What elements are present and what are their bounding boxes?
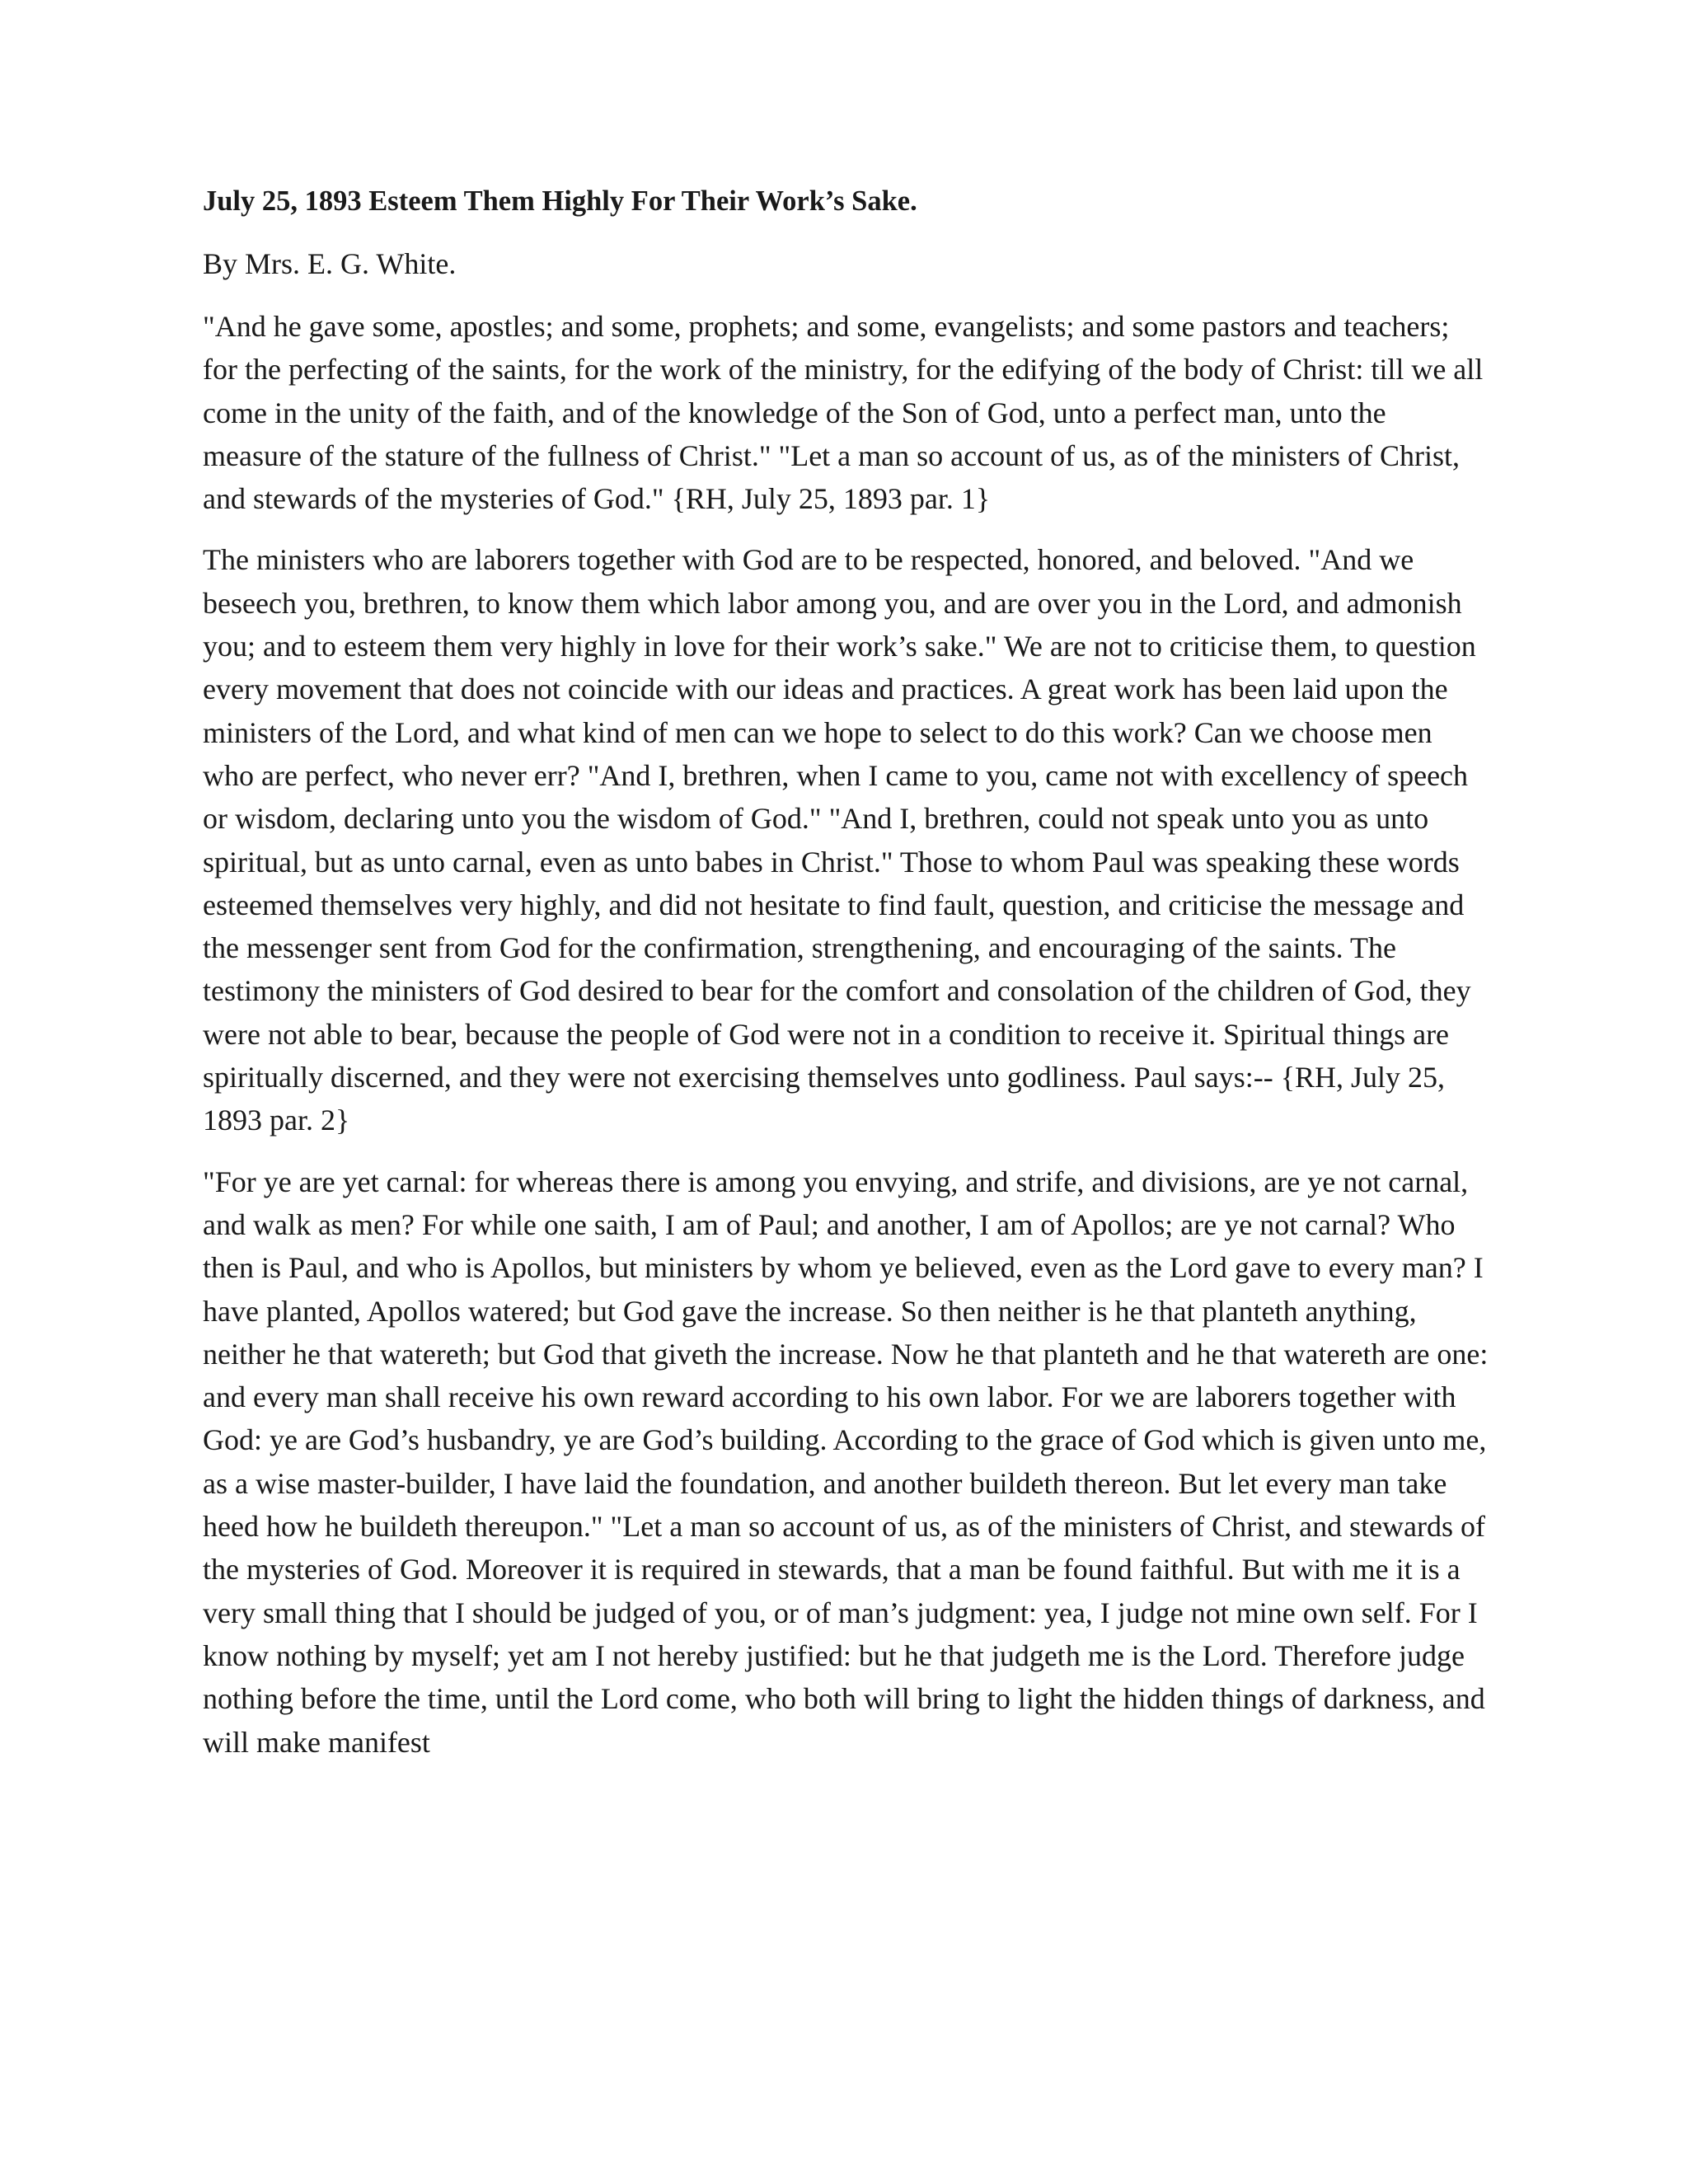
- paragraph-2: The ministers who are laborers together with God are to be respected, honored, and beloved. "And we beseech you, brethren, to know them which labor among you, and are over you in the Lord, and admonish you; and to esteem them very highly in love for their work’s sake." We are not to criticise them, to question every movement that does not coincide with our ideas and practices. A great work has been laid upon the ministers of the Lord, and what kind of men can we hope to select to do this work? Can we choose men who are perfect, who never err? "And I, brethren, when I came to you, came not with excellency of speech or wisdom, declaring unto you the wisdom of God." "And I, brethren, could not speak unto you as unto spiritual, but as unto carnal, even as unto babes in Christ." Those to whom Paul was speaking these words esteemed themselves very highly, and did not hesitate to find fault, question, and criticise the message and the messenger sent from God for the confirmation, strengthening, and encouraging of the saints. The testimony the ministers of God desired to bear for the comfort and consolation of the children of God, they were not able to bear, because the people of God were not in a condition to receive it. Spiritual things are spiritually discerned, and they were not exercising themselves unto godliness. Paul says:-- {RH, July 25, 1893 par. 2}: [203, 543, 1476, 1137]
- document-page: [203, 180, 1489, 1782]
- document-title: July 25, 1893 Esteem Them Highly For Their Work’s Sake.: [203, 185, 917, 217]
- paragraph-3: "For ye are yet carnal: for whereas there is among you envying, and strife, and divisions, are ye not carnal, and walk as men? For while one saith, I am of Paul; and another, I am of Apollos; are ye not carnal? Who then is Paul, and who is Apollos, but ministers by whom ye believed, even as the Lord gave to every man? I have planted, Apollos watered; but God gave the increase. So then neither is he that planteth anything, neither he that watereth; but God that giveth the increase. Now he that planteth and he that watereth are one: and every man shall receive his own reward according to his own labor. For we are laborers together with God: ye are God’s husbandry, ye are God’s building. According to the grace of God which is given unto me, as a wise master-builder, I have laid the foundation, and another buildeth thereon. But let every man take heed how he buildeth thereupon." "Let a man so account of us, as of the ministers of Christ, and stewards of the mysteries of God. Moreover it is required in stewards, that a man be found faithful. But with me it is a very small thing that I should be judged of you, or of man’s judgment: yea, I judge not mine own self. For I know nothing by myself; yet am I not hereby justified: but he that judgeth me is the Lord. Therefore judge nothing before the time, until the Lord come, who both will bring to light the hidden things of darkness, and will make manifest: [203, 1165, 1489, 1759]
- paragraph-1: "And he gave some, apostles; and some, prophets; and some, evangelists; and some pastors and teachers; for the perfecting of the saints, for the work of the ministry, for the edifying of the body of Christ: till we all come in the unity of the faith, and of the knowledge of the Son of God, unto a perfect man, unto the measure of the stature of the fullness of Christ." "Let a man so account of us, as of the ministers of Christ, and stewards of the mysteries of God." {RH, July 25, 1893 par. 1}: [203, 310, 1484, 516]
- document-byline: By Mrs. E. G. White.: [203, 247, 457, 280]
